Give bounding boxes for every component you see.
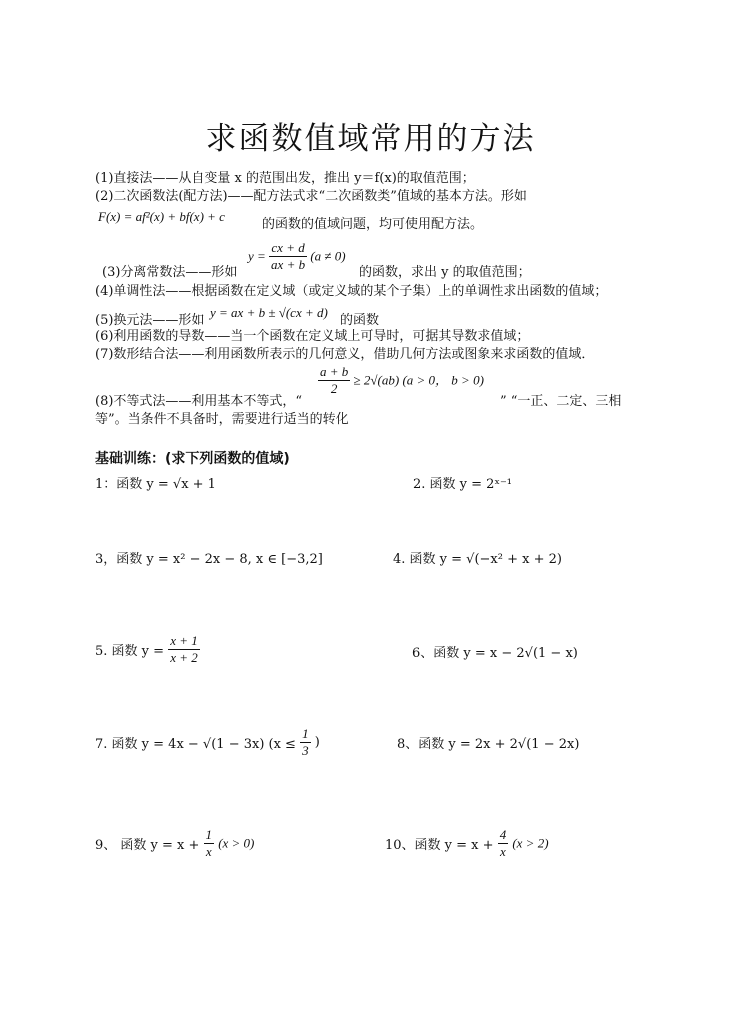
method-8-text-c: 等”。当条件不具备时，需要进行适当的转化 bbox=[95, 412, 349, 427]
exercise-5-denominator: x + 2 bbox=[170, 650, 198, 665]
method-8-numerator: a + b bbox=[320, 364, 349, 379]
page-title: 求函数值域常用的方法 bbox=[205, 121, 536, 157]
method-3-fraction bbox=[269, 240, 307, 273]
exercise-3: 3，函数 y = x² − 2x − 8, x ∈ [−3,2] bbox=[95, 552, 323, 567]
method-8-formula-rest: ≥ 2√(ab) (a > 0， b > 0) bbox=[353, 372, 484, 388]
method-8-denominator: 2 bbox=[330, 381, 338, 396]
method-4: (4)单调性法——根据函数在定义域（或定义域的某个子集）上的单调性求出函数的值域； bbox=[95, 284, 608, 299]
exercise-9-denominator: x bbox=[205, 844, 212, 859]
method-7: (7)数形结合法——利用函数所表示的几何意义，借助几何方法或图象来求函数的值域． bbox=[95, 347, 595, 362]
exercise-7-denominator: 3 bbox=[302, 743, 309, 758]
exercise-2: 2. 函数 y = 2ˣ⁻¹ bbox=[413, 477, 513, 492]
exercise-6: 6、函数 y = x − 2√(1 − x) bbox=[412, 646, 578, 661]
exercise-10 bbox=[385, 827, 549, 860]
training-heading: 基础训练：(求下列函数的值域) bbox=[95, 451, 290, 467]
method-2-text-b: 的函数的值域问题，均可使用配方法。 bbox=[262, 217, 484, 232]
method-3-formula bbox=[248, 240, 346, 273]
exercise-7-label: 7. 函数 y = 4x − √(1 − 3x) (x ≤ bbox=[95, 737, 296, 752]
method-5-text: (5)换元法——形如 bbox=[95, 313, 205, 328]
exercise-9-fraction bbox=[204, 827, 215, 860]
method-1: (1)直接法——从自变量 x 的范围出发，推出 y＝f(x)的取值范围； bbox=[95, 171, 475, 186]
exercise-7 bbox=[95, 726, 320, 759]
exercise-8: 8、函数 y = 2x + 2√(1 − 2x) bbox=[397, 737, 580, 752]
exercise-10-fraction bbox=[498, 827, 509, 860]
method-3-text-b: 的函数，求出 y 的取值范围； bbox=[359, 265, 531, 280]
exercise-5-numerator: x + 1 bbox=[170, 633, 198, 648]
method-8-formula bbox=[318, 364, 484, 397]
exercise-5-label: 5. 函数 y = bbox=[95, 644, 165, 659]
method-3-condition: (a ≠ 0) bbox=[310, 248, 346, 264]
method-6: (6)利用函数的导数——当一个函数在定义域上可导时，可据其导数求值域； bbox=[95, 329, 530, 344]
method-8-text: (8)不等式法——利用基本不等式，“ bbox=[95, 394, 303, 409]
method-3-text: (3)分离常数法——形如 bbox=[102, 265, 238, 280]
method-2-text: (2)二次函数法(配方法)——配方法式求“二次函数类”值域的基本方法。形如 bbox=[95, 189, 527, 204]
method-8-text-b: ” “一正、二定、三相 bbox=[500, 394, 622, 409]
method-5-formula: y = ax + b ± √(cx + d) bbox=[210, 305, 328, 320]
exercise-9 bbox=[95, 827, 254, 860]
exercise-7-numerator: 1 bbox=[302, 726, 309, 741]
exercise-10-denominator: x bbox=[500, 844, 506, 859]
exercise-10-numerator: 4 bbox=[499, 827, 507, 842]
method-3-numerator: cx + d bbox=[269, 240, 307, 257]
exercise-5-fraction bbox=[168, 633, 200, 666]
exercise-10-condition: (x > 2) bbox=[512, 835, 549, 851]
exercise-9-numerator: 1 bbox=[205, 827, 213, 842]
method-5-text-b: 的函数 bbox=[340, 313, 380, 328]
method-3-formula-lhs: y = bbox=[248, 248, 266, 264]
exercise-9-condition: (x > 0) bbox=[218, 835, 255, 851]
exercise-5 bbox=[95, 633, 200, 666]
method-2-formula: F(x) = af²(x) + bf(x) + c bbox=[98, 209, 225, 224]
exercise-7-fraction bbox=[300, 726, 311, 759]
exercise-7-close: ) bbox=[314, 735, 320, 750]
exercise-10-label: 10、函数 y = x + bbox=[385, 838, 494, 853]
exercise-9-label: 9、 函数 y = x + bbox=[95, 838, 200, 853]
exercise-4: 4. 函数 y = √(−x² + x + 2) bbox=[393, 552, 562, 567]
method-3-denominator: ax + b bbox=[271, 257, 306, 272]
method-8-fraction bbox=[318, 364, 350, 397]
exercise-1: 1：函数 y = √x + 1 bbox=[95, 477, 216, 492]
